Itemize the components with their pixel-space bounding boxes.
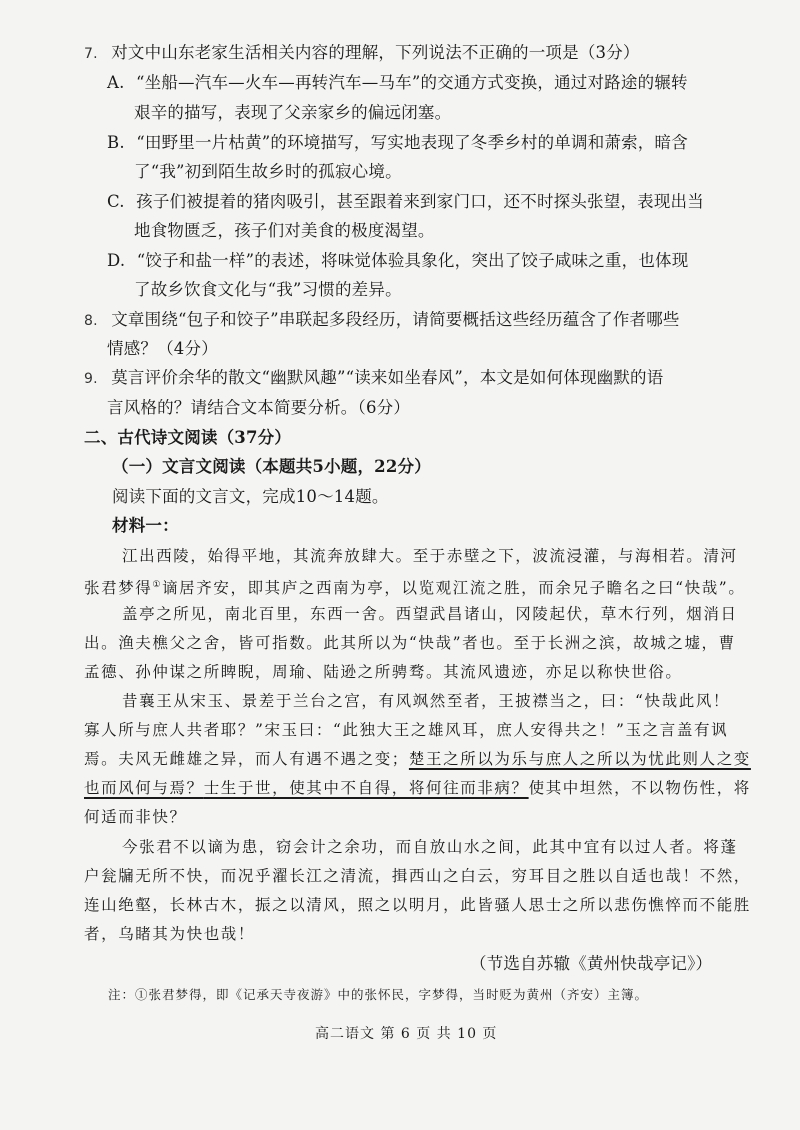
passage-line: 何适而非快？ [84, 808, 187, 826]
option-a-cont: 艰辛的描写，表现了父亲家乡的偏远闭塞。 [134, 103, 452, 122]
option-a [107, 73, 688, 93]
question-9-cont: 言风格的？请结合文本简要分析。（6分） [107, 398, 411, 417]
question-9 [84, 368, 663, 389]
question-text: 对文中山东老家生活相关内容的理解，下列说法不正确的一项是（3分） [111, 43, 640, 62]
passage-line: 今张君不以谪为患，窃会计之余功，而自放山水之间，此其中宜有以过人者。将蓬 [122, 838, 738, 856]
option-d-cont: 了故乡饮食文化与“我”习惯的差异。 [134, 280, 402, 299]
passage-line: 江出西陵，始得平地，其流奔放肆大。至于赤壁之下，波流浸灌，与海相若。清河 [122, 547, 738, 565]
question-7-stem [84, 43, 640, 64]
subsection-heading: （一）文言文阅读（本题共5小题，22分） [112, 457, 431, 476]
option-label: C. [107, 192, 125, 211]
question-number: 9. [84, 371, 98, 387]
option-text: 孩子们被提着的猪肉吸引，甚至跟着来到家门口，还不时探头张望，表现出当 [136, 192, 704, 211]
option-d [107, 251, 688, 271]
passage-line [84, 778, 751, 798]
option-b [107, 133, 688, 153]
underlined-sentence: 也而风何与焉？ [84, 779, 204, 797]
option-text: “田野里一片枯黄”的环境描写，写实地表现了冬季乡村的单调和萧索，暗含 [136, 133, 688, 152]
passage-source: （节选自苏辙《黄州快哉亭记》） [470, 954, 713, 973]
underlined-sentence: 士生于世，使其中不自得，将何往而非病？ [203, 779, 529, 797]
option-text: “坐船—汽车—火车—再转汽车—马车”的交通方式变换，通过对路途的辗转 [136, 73, 688, 92]
question-8 [84, 310, 680, 331]
passage-line: 昔襄王从宋玉、景差于兰台之宫，有风飒然至者，王披襟当之，曰：“快哉此风！ [122, 692, 731, 710]
section-heading: 二、古代诗文阅读（37分） [84, 428, 292, 447]
material-label: 材料一： [112, 516, 179, 535]
passage-line: 寡人所与庶人共者耶？”宋玉曰：“此独大王之雄风耳，庶人安得共之！”玉之言盖有讽 [84, 721, 729, 739]
passage-text: 张君梦得 [84, 579, 153, 598]
passage-text: 焉。夫风无雌雄之异，而人有遇不遇之变； [84, 750, 409, 768]
option-text: “饺子和盐一样”的表述，将味觉体验具象化，突出了饺子咸味之重，也体现 [136, 251, 689, 270]
passage-text: 使其中坦然，不以物伤性，将 [528, 779, 751, 797]
option-label: B. [107, 133, 125, 152]
passage-line [84, 749, 751, 769]
option-c [107, 192, 704, 212]
reading-instruction: 阅读下面的文言文，完成10～14题。 [112, 487, 389, 506]
passage-line [84, 575, 745, 598]
page-footer: 高二语文 第 6 页 共 10 页 [315, 1026, 498, 1042]
passage-line: 孟德、孙仲谋之所睥睨，周瑜、陆逊之所骋骛。其流风遗迹，亦足以称快世俗。 [84, 663, 683, 681]
passage-line: 连山绝壑，长林古木，振之以清风，照之以明月，此皆骚人思士之所以悲伤憔悴而不能胜 [84, 896, 751, 914]
question-text: 莫言评价余华的散文“幽默风趣”“读来如坐春风”，本文是如何体现幽默的语 [111, 368, 664, 387]
passage-line: 盖亭之所见，南北百里，东西一舍。西望武昌诸山，冈陵起伏，草木行列，烟消日 [122, 605, 738, 623]
option-c-cont: 地食物匮乏，孩子们对美食的极度渴望。 [134, 221, 435, 240]
question-number: 7. [84, 46, 98, 62]
question-number: 8. [84, 313, 98, 329]
passage-line: 户瓮牖无所不快，而况乎濯长江之清流，揖西山之白云，穷耳目之胜以自适也哉！不然， [84, 867, 751, 885]
option-label: A. [107, 73, 125, 92]
question-text: 文章围绕“包子和饺子”串联起多段经历，请简要概括这些经历蕴含了作者哪些 [111, 310, 680, 329]
question-8-cont: 情感？（4分） [107, 339, 218, 358]
option-b-cont: 了“我”初到陌生故乡时的孤寂心境。 [134, 162, 402, 181]
passage-line: 者，乌睹其为快也哉！ [84, 925, 256, 943]
underlined-sentence: 楚王之所以为乐与庶人之所以为忧此则人之变 [408, 750, 751, 768]
passage-line: 出。渔夫樵父之舍，皆可指数。此其所以为“快哉”者也。至于长洲之滨，故城之墟，曹 [84, 634, 736, 652]
passage-text: 谪居齐安，即其庐之西南为亭，以览观江流之胜，而余兄子瞻名之曰“快哉”。 [162, 579, 746, 598]
option-label: D. [107, 251, 126, 270]
footnote: 注：①张君梦得，即《记承天寺夜游》中的张怀民，字梦得，当时贬为黄州（齐安）主簿。 [108, 987, 649, 1002]
footnote-marker: ① [152, 580, 163, 590]
